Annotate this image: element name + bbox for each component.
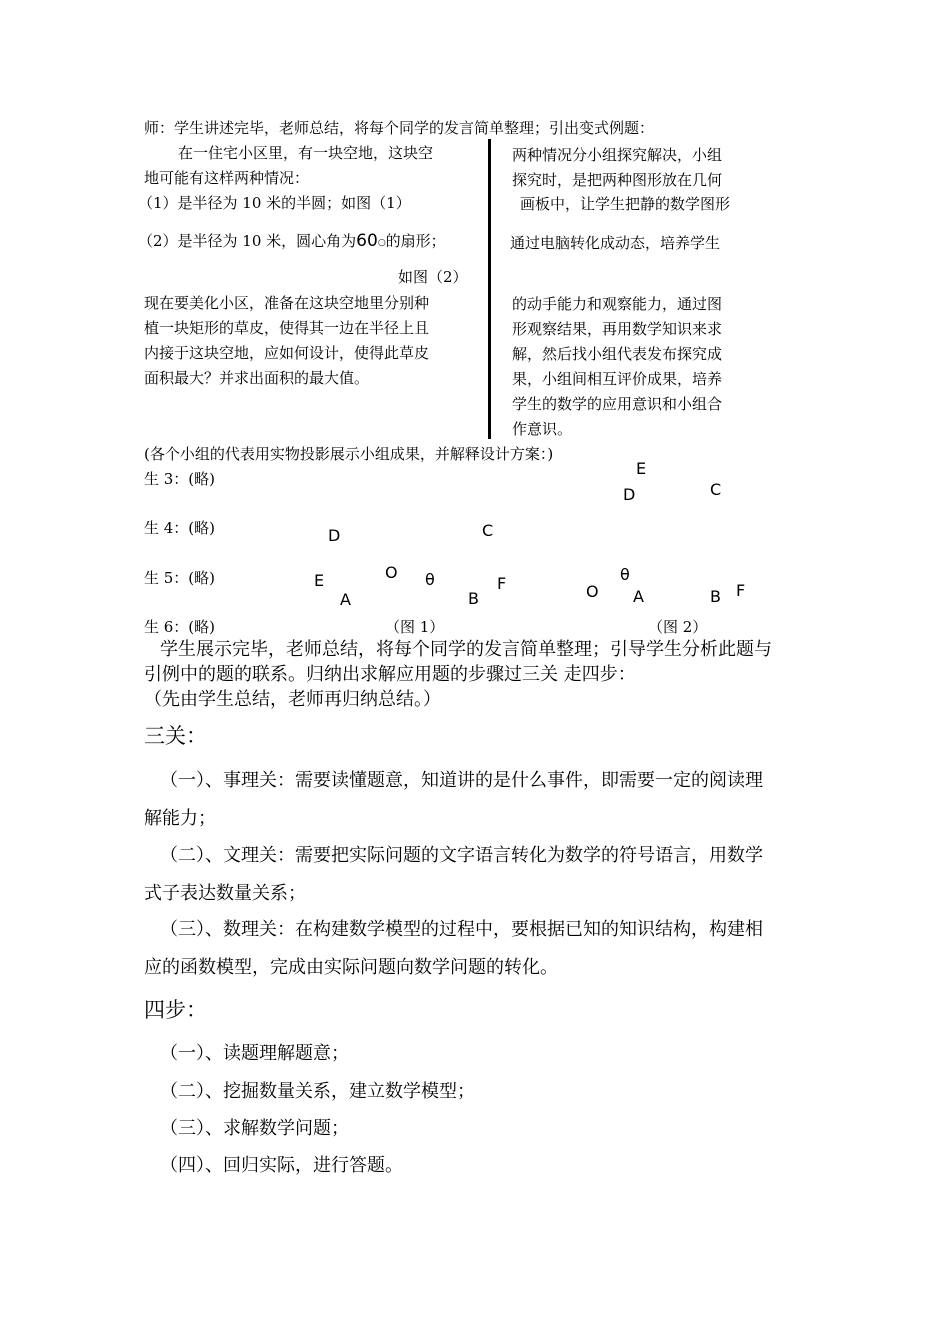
column-divider: [488, 139, 491, 439]
summary-line-1: 学生展示完毕，老师总结，将每个同学的发言简单整理；引导学生分析此题与: [160, 639, 772, 660]
angle-value: 60: [356, 231, 378, 251]
note-line-1: 两种情况分小组探究解决，小组: [512, 146, 723, 164]
three-passes-item-3b: 应的函数模型，完成由实际问题向数学问题的转化。: [144, 957, 558, 978]
degree-symbol: ○: [377, 238, 386, 248]
problem-line-4: 植一块矩形的草皮，使得其一边在半径上且: [144, 319, 430, 337]
problem-case-2: [138, 232, 446, 252]
fig1-label-theta: θ: [425, 570, 435, 589]
fig2-caption: （图 2）: [648, 618, 708, 636]
student-5: 生 5：(略): [144, 569, 216, 587]
fig1-label-c: C: [482, 521, 494, 540]
case-2-pre: （2）是半径为 10 米，圆心角为: [138, 232, 357, 250]
note-line-4: 通过电脑转化成动态，培养学生: [510, 234, 721, 252]
fig2-label-a: A: [633, 587, 644, 606]
student-6: 生 6：(略): [144, 618, 216, 636]
problem-line-5: 内接于这块空地，应如何设计，使得此草皮: [144, 344, 430, 362]
four-steps-heading: 四步：: [144, 998, 207, 1022]
note-line-3: 画板中，让学生把静的数学图形: [520, 195, 731, 213]
summary-line-2: 引例中的题的联系。归纳出求解应用题的步骤过三关 走四步：: [144, 664, 636, 685]
three-passes-item-2b: 式子表达数量关系；: [144, 883, 306, 904]
fig1-label-a: A: [340, 590, 351, 609]
note-line-6: 形观察结果，再用数学知识来求: [512, 320, 723, 338]
student-4: 生 4：(略): [144, 519, 216, 537]
note-line-10: 作意识。: [512, 420, 573, 438]
fig2-label-o: O: [586, 582, 599, 601]
summary-line-3: （先由学生总结，老师再归纳总结。）: [144, 689, 441, 710]
fig2-label-d: D: [623, 485, 636, 504]
fig2-label-c: C: [710, 480, 722, 499]
fig1-label-e: E: [314, 571, 325, 590]
fig1-label-d: D: [328, 526, 341, 545]
four-steps-item-1: （一）、读题理解题意；: [160, 1043, 349, 1064]
fig1-caption: （图 1）: [385, 618, 445, 636]
note-line-7: 解，然后找小组代表发布探究成: [512, 345, 723, 363]
three-passes-item-3a: （三）、数理关：在构建数学模型的过程中，要根据已知的知识结构，构建相: [160, 919, 763, 940]
problem-case-1: （1）是半径为 10 米的半圆；如图（1）: [138, 194, 411, 212]
three-passes-item-1a: （一）、事理关：需要读懂题意，知道讲的是什么事件，即需要一定的阅读理: [160, 770, 763, 791]
three-passes-heading: 三关：: [144, 724, 207, 748]
note-line-2: 探究时，是把两种图形放在几何: [512, 171, 723, 189]
problem-line-6: 面积最大？并求出面积的最大值。: [144, 369, 370, 387]
problem-line-2: 地可能有这样两种情况：: [144, 169, 310, 187]
four-steps-item-3: （三）、求解数学问题；: [160, 1118, 349, 1139]
fig2-label-e: E: [636, 459, 647, 478]
note-line-5: 的动手能力和观察能力，通过图: [512, 295, 723, 313]
group-note: (各个小组的代表用实物投影展示小组成果，并解释设计方案：): [144, 445, 554, 463]
case-2-post: 的扇形；: [385, 232, 446, 250]
four-steps-item-2: （二）、挖掘数量关系，建立数学模型；: [160, 1081, 475, 1102]
intro-text: 师：学生讲述完毕，老师总结，将每个同学的发言简单整理；引出变式例题：: [144, 119, 655, 137]
fig2-label-f: F: [736, 581, 746, 600]
problem-line-3: 现在要美化小区，准备在这块空地里分别种: [144, 294, 430, 312]
note-line-9: 学生的数学的应用意识和小组合: [512, 395, 723, 413]
fig1-label-f: F: [497, 574, 507, 593]
student-3: 生 3：(略): [144, 470, 216, 488]
four-steps-item-4: （四）、回归实际，进行答题。: [160, 1155, 403, 1176]
three-passes-item-1b: 解能力；: [144, 808, 216, 829]
note-line-8: 果，小组间相互评价成果，培养: [512, 370, 723, 388]
fig1-label-b: B: [468, 589, 479, 608]
fig2-label-theta: θ: [620, 565, 630, 584]
fig1-label-o: O: [385, 563, 398, 582]
problem-case-2-figure-ref: 如图（2）: [398, 268, 468, 286]
three-passes-item-2a: （二）、文理关：需要把实际问题的文字语言转化为数学的符号语言，用数学: [160, 845, 763, 866]
problem-line-1: 在一住宅小区里，有一块空地，这块空: [178, 144, 434, 162]
fig2-label-b: B: [710, 587, 721, 606]
